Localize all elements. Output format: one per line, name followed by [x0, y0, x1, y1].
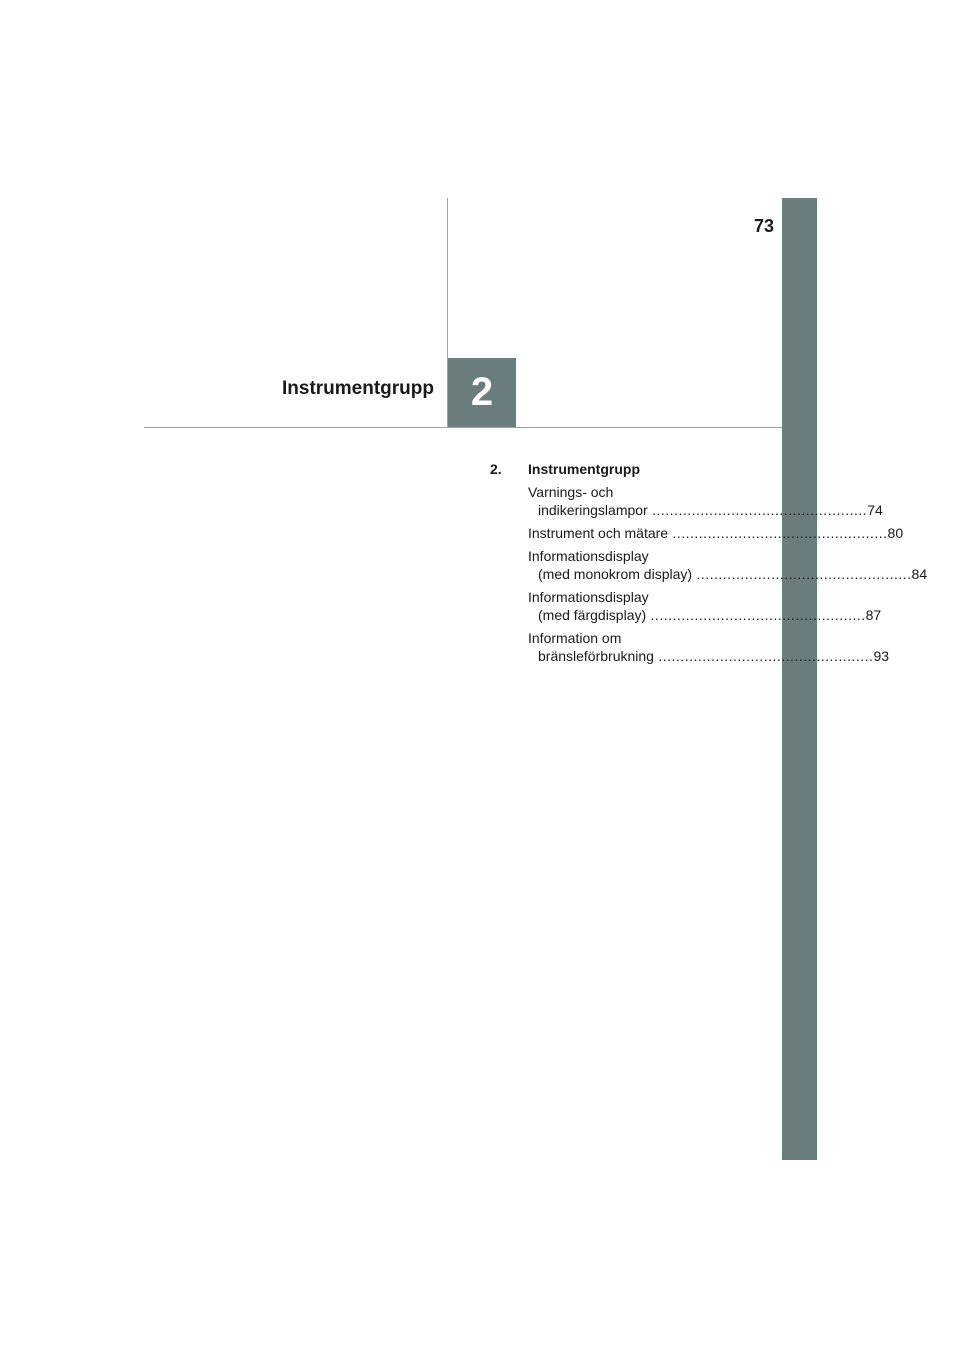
- toc-entry-subtitle: (med färgdisplay): [538, 607, 647, 623]
- toc-entry-line: [528, 647, 890, 665]
- toc-heading: [490, 460, 740, 478]
- toc-entry-title: Information om: [528, 630, 622, 646]
- toc-entry[interactable]: [528, 483, 883, 519]
- toc-leader-dots: .................................................: [647, 502, 868, 518]
- toc-entry-page: 80: [887, 525, 904, 541]
- toc-entry[interactable]: [528, 524, 904, 542]
- chapter-title: Instrumentgrupp: [282, 378, 434, 399]
- toc-entry-line: [528, 524, 904, 542]
- side-tab: [782, 198, 817, 1160]
- toc-heading-title: Instrumentgrupp: [528, 461, 640, 477]
- toc-entry-subtitle: indikeringslampor: [538, 502, 648, 518]
- toc-entry-title: Instrument och mätare: [528, 525, 669, 541]
- toc-leader-dots: .................................................: [668, 525, 888, 541]
- table-of-contents: [490, 460, 928, 670]
- toc-entry-page: 84: [911, 566, 928, 582]
- horizontal-divider: [144, 427, 782, 428]
- toc-entry-subtitle: bränsleförbrukning: [538, 648, 654, 664]
- page-number: 73: [753, 216, 774, 236]
- toc-entry[interactable]: [528, 547, 928, 583]
- toc-entry[interactable]: [528, 629, 890, 665]
- toc-entry-line: [528, 501, 883, 519]
- toc-entry-line: [528, 606, 882, 624]
- chapter-number-box: 2: [448, 358, 516, 427]
- toc-entry-title: Informationsdisplay: [528, 589, 649, 605]
- toc-entry[interactable]: [528, 588, 882, 624]
- toc-entry-page: 74: [867, 502, 883, 518]
- toc-entry-subtitle: (med monokrom display): [538, 566, 693, 582]
- toc-entry-page: 93: [873, 648, 890, 664]
- toc-entry-title: Informationsdisplay: [528, 548, 649, 564]
- toc-leader-dots: .................................................: [692, 566, 912, 582]
- toc-heading-number: 2.: [490, 461, 502, 477]
- toc-entry-line: [528, 565, 928, 583]
- toc-entry-title: Varnings- och: [528, 484, 614, 500]
- toc-entry-page: 87: [865, 607, 882, 623]
- toc-leader-dots: .................................................: [646, 607, 866, 623]
- toc-leader-dots: .................................................: [653, 648, 874, 664]
